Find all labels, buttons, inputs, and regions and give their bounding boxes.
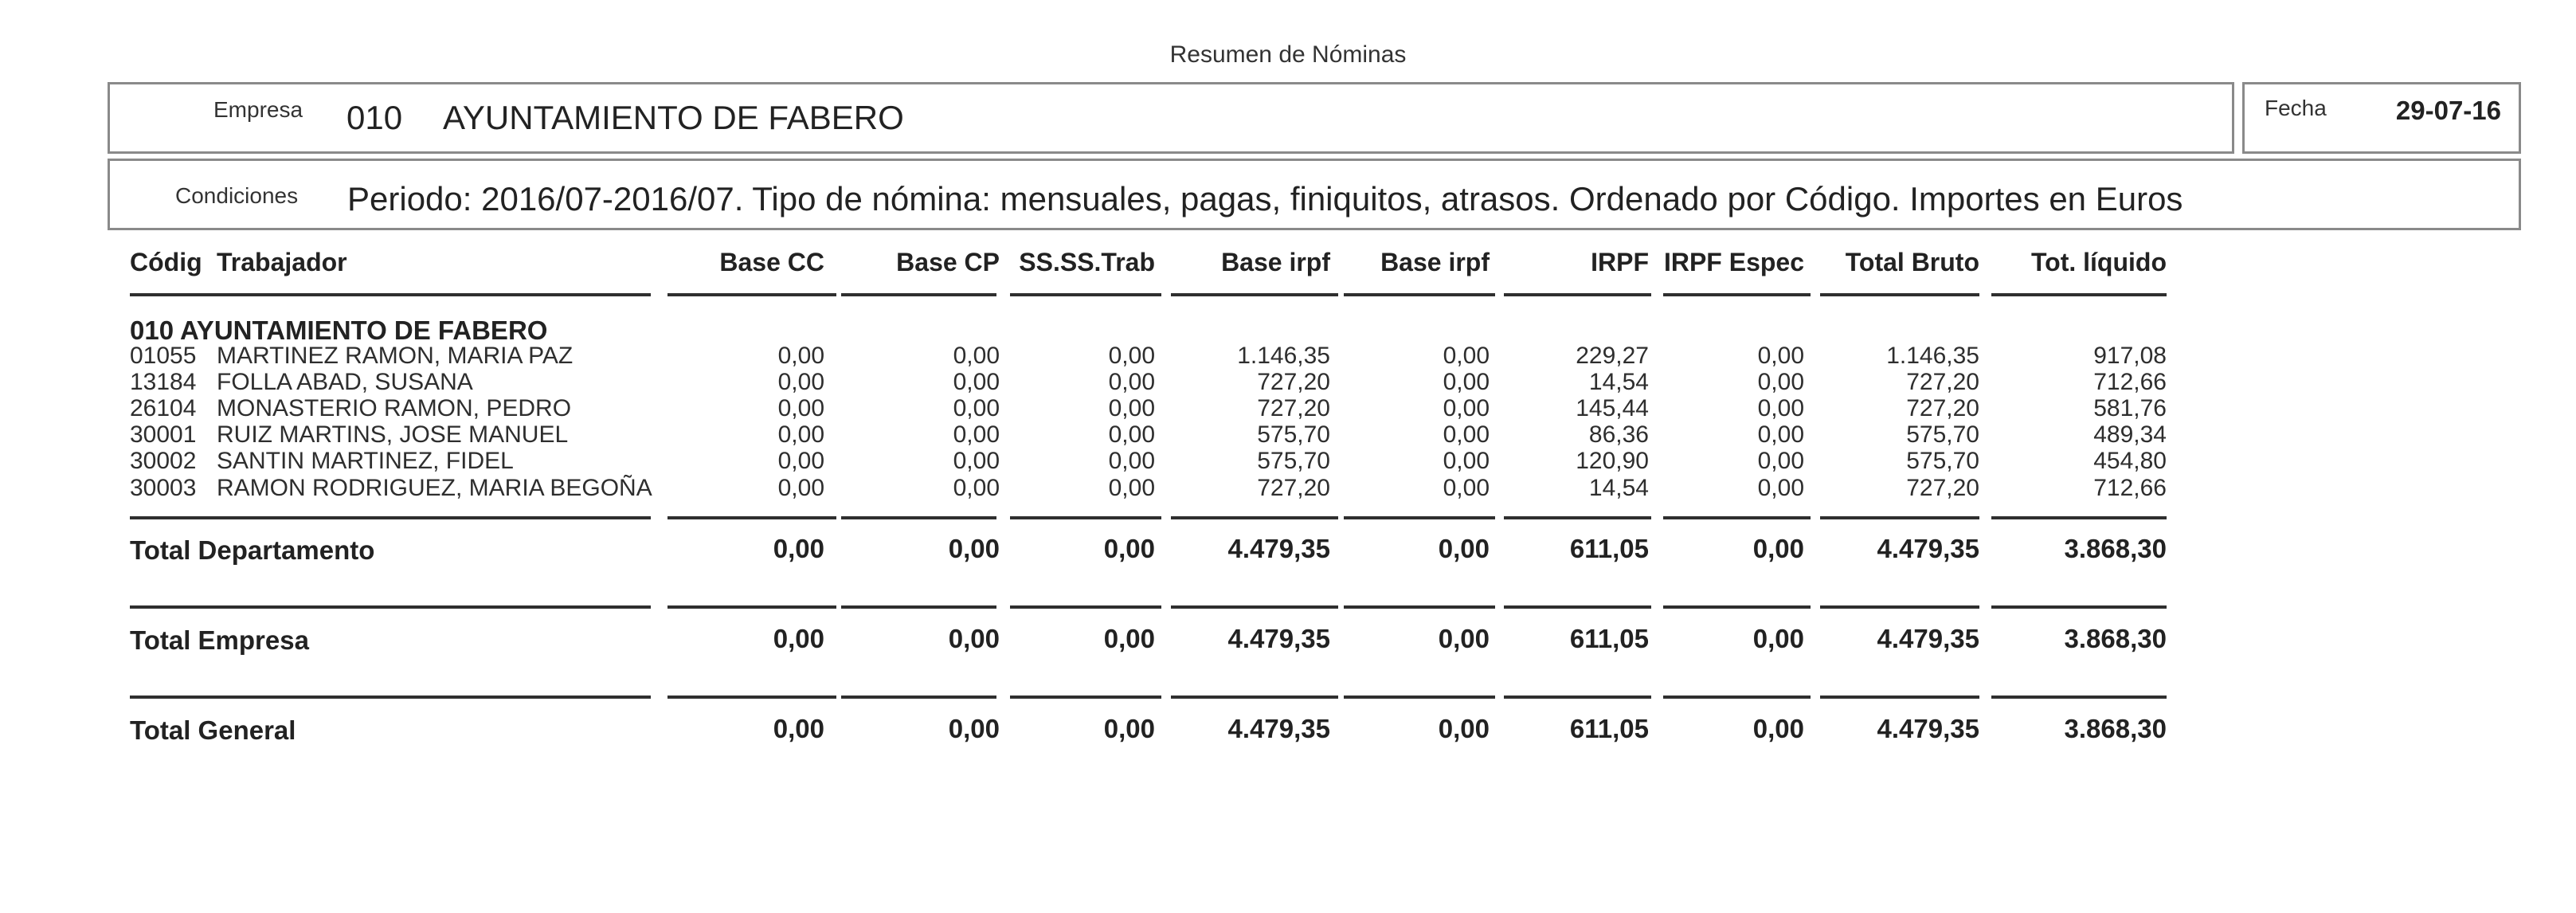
row-cell: 0,00: [777, 395, 824, 421]
row-cell: 575,70: [1906, 448, 1979, 474]
total-separator: [1171, 696, 1338, 699]
employee-name: RUIZ MARTINS, JOSE MANUEL: [217, 421, 569, 448]
row-cell: 1.146,35: [1886, 343, 1979, 369]
row-cell: 0,00: [1443, 395, 1490, 421]
empresa-code: 010: [346, 99, 403, 136]
row-cell: 14,54: [1588, 369, 1649, 395]
row-cell: 0,00: [777, 421, 824, 448]
total-value: 0,00: [948, 714, 1000, 743]
row-cell: 120,90: [1576, 448, 1649, 474]
total-value: 3.868,30: [2064, 714, 2167, 743]
total-value: 0,00: [1438, 534, 1490, 563]
total-separator: [1010, 696, 1161, 699]
total-separator: [667, 516, 836, 519]
row-cell: 0,00: [1757, 395, 1804, 421]
row-cell: 0,00: [1757, 475, 1804, 501]
header-underline: [841, 293, 996, 296]
row-cell: 0,00: [1757, 448, 1804, 474]
total-value: 3.868,30: [2064, 534, 2167, 563]
row-cell: 575,70: [1257, 421, 1330, 448]
row-cell: 229,27: [1576, 343, 1649, 369]
condiciones-box: [108, 159, 2521, 230]
row-cell: 727,20: [1257, 475, 1330, 501]
report-title: Resumen de Nóminas: [1169, 41, 1407, 68]
total-separator: [1010, 605, 1161, 609]
row-cell: 0,00: [953, 369, 1000, 395]
row-cell: 0,00: [953, 343, 1000, 369]
employee-name: FOLLA ABAD, SUSANA: [217, 369, 473, 395]
row-cell: 0,00: [777, 475, 824, 501]
header-underline: [1820, 293, 1979, 296]
total-separator: [1991, 696, 2167, 699]
row-cell: 0,00: [1443, 448, 1490, 474]
employee-code: 13184: [130, 369, 197, 395]
fecha-box: [2242, 82, 2521, 154]
total-separator: [1344, 696, 1495, 699]
row-cell: 489,34: [2093, 421, 2167, 448]
total-separator: [1504, 605, 1651, 609]
row-cell: 727,20: [1906, 475, 1979, 501]
header-underline: [1663, 293, 1811, 296]
total-value: 0,00: [1103, 534, 1155, 563]
row-cell: 0,00: [953, 448, 1000, 474]
row-cell: 0,00: [1757, 343, 1804, 369]
header-underline: [1010, 293, 1161, 296]
condiciones-label: Condiciones: [175, 183, 299, 208]
row-cell: 0,00: [1443, 421, 1490, 448]
row-cell: 0,00: [1108, 421, 1155, 448]
total-value: 0,00: [773, 624, 824, 653]
row-cell: 727,20: [1257, 369, 1330, 395]
row-cell: 0,00: [1757, 369, 1804, 395]
row-cell: 14,54: [1588, 475, 1649, 501]
total-separator: [1991, 516, 2167, 519]
total-value: 3.868,30: [2064, 624, 2167, 653]
employee-name: SANTIN MARTINEZ, FIDEL: [217, 448, 514, 474]
column-header: Base irpf: [1380, 248, 1490, 276]
total-value: 4.479,35: [1227, 714, 1330, 743]
total-separator: [217, 605, 651, 609]
total-separator: [667, 696, 836, 699]
row-cell: 145,44: [1576, 395, 1649, 421]
column-header: Base CC: [719, 248, 824, 276]
total-value: 0,00: [948, 624, 1000, 653]
row-cell: 0,00: [953, 421, 1000, 448]
total-separator: [1344, 516, 1495, 519]
total-value: 4.479,35: [1227, 624, 1330, 653]
column-header: Base CP: [896, 248, 1000, 276]
row-cell: 575,70: [1257, 448, 1330, 474]
total-separator: [1010, 516, 1161, 519]
total-separator: [1663, 696, 1811, 699]
total-separator: [1663, 605, 1811, 609]
row-cell: 581,76: [2093, 395, 2167, 421]
row-cell: 0,00: [1108, 475, 1155, 501]
total-value: 4.479,35: [1877, 534, 1979, 563]
employee-code: 30003: [130, 475, 197, 501]
total-value: 0,00: [1752, 624, 1804, 653]
row-cell: 0,00: [777, 343, 824, 369]
employee-code: 01055: [130, 343, 197, 369]
total-separator: [1344, 605, 1495, 609]
employee-name: MONASTERIO RAMON, PEDRO: [217, 395, 572, 421]
row-cell: 0,00: [953, 395, 1000, 421]
row-cell: 712,66: [2093, 475, 2167, 501]
total-separator: [1504, 516, 1651, 519]
department-label: 010 AYUNTAMIENTO DE FABERO: [130, 315, 548, 345]
total-separator: [1820, 516, 1979, 519]
row-cell: 0,00: [1108, 369, 1155, 395]
column-header: Códig: [130, 248, 202, 276]
total-separator: [1171, 516, 1338, 519]
row-cell: 0,00: [1443, 475, 1490, 501]
total-value: 611,05: [1569, 534, 1649, 563]
employee-name: MARTINEZ RAMON, MARIA PAZ: [217, 343, 574, 369]
header-underline: [667, 293, 836, 296]
total-label: Total Empresa: [130, 625, 309, 655]
row-cell: 917,08: [2093, 343, 2167, 369]
total-value: 0,00: [1752, 534, 1804, 563]
column-header: Tot. líquido: [2030, 248, 2167, 276]
row-cell: 1.146,35: [1237, 343, 1330, 369]
total-value: 0,00: [1438, 624, 1490, 653]
row-cell: 0,00: [1757, 421, 1804, 448]
empresa-label: Empresa: [213, 97, 303, 122]
row-cell: 0,00: [1443, 369, 1490, 395]
row-cell: 86,36: [1588, 421, 1649, 448]
total-value: 611,05: [1569, 714, 1649, 743]
header-underline: [1344, 293, 1495, 296]
row-cell: 0,00: [1443, 343, 1490, 369]
total-separator: [1820, 696, 1979, 699]
total-separator: [217, 516, 651, 519]
header-underline: [217, 293, 651, 296]
total-separator: [1171, 605, 1338, 609]
row-cell: 0,00: [1108, 448, 1155, 474]
total-value: 0,00: [1752, 714, 1804, 743]
total-separator: [1991, 605, 2167, 609]
header-underline: [1504, 293, 1651, 296]
total-separator: [1820, 605, 1979, 609]
total-value: 0,00: [1103, 714, 1155, 743]
condiciones-text: Periodo: 2016/07-2016/07. Tipo de nómina: mensuales, pagas, finiquitos, atrasos. Ordenado por Código. Importes en Euros: [347, 180, 2183, 217]
total-value: 0,00: [1438, 714, 1490, 743]
total-value: 4.479,35: [1877, 624, 1979, 653]
total-value: 4.479,35: [1227, 534, 1330, 563]
row-cell: 727,20: [1906, 369, 1979, 395]
total-value: 0,00: [773, 714, 824, 743]
row-cell: 0,00: [1108, 343, 1155, 369]
total-value: 4.479,35: [1877, 714, 1979, 743]
column-header: Trabajador: [217, 248, 347, 276]
row-cell: 0,00: [777, 369, 824, 395]
column-header: SS.SS.Trab: [1019, 248, 1155, 276]
fecha-value: 29-07-16: [2395, 96, 2501, 125]
total-separator: [841, 516, 996, 519]
header-underline: [1991, 293, 2167, 296]
total-separator: [1504, 696, 1651, 699]
total-separator: [667, 605, 836, 609]
empresa-name: AYUNTAMIENTO DE FABERO: [443, 99, 904, 136]
total-label: Total General: [130, 715, 296, 745]
header-underline: [1171, 293, 1338, 296]
employee-code: 26104: [130, 395, 197, 421]
fecha-label: Fecha: [2265, 96, 2327, 120]
total-value: 0,00: [1103, 624, 1155, 653]
total-value: 0,00: [773, 534, 824, 563]
row-cell: 0,00: [953, 475, 1000, 501]
row-cell: 712,66: [2093, 369, 2167, 395]
total-value: 611,05: [1569, 624, 1649, 653]
total-separator: [1663, 516, 1811, 519]
total-label: Total Departamento: [130, 535, 375, 565]
row-cell: 0,00: [777, 448, 824, 474]
employee-code: 30001: [130, 421, 197, 448]
column-header: Total Bruto: [1845, 248, 1979, 276]
column-header: IRPF: [1591, 248, 1649, 276]
row-cell: 454,80: [2093, 448, 2167, 474]
row-cell: 0,00: [1108, 395, 1155, 421]
employee-code: 30002: [130, 448, 197, 474]
total-separator: [841, 605, 996, 609]
row-cell: 575,70: [1906, 421, 1979, 448]
row-cell: 727,20: [1257, 395, 1330, 421]
employee-name: RAMON RODRIGUEZ, MARIA BEGOÑA: [217, 475, 652, 501]
total-separator: [217, 696, 651, 699]
column-header: Base irpf: [1221, 248, 1330, 276]
total-separator: [841, 696, 996, 699]
empresa-box: [108, 82, 2234, 154]
column-header: IRPF Espec: [1663, 248, 1804, 276]
row-cell: 727,20: [1906, 395, 1979, 421]
total-value: 0,00: [948, 534, 1000, 563]
